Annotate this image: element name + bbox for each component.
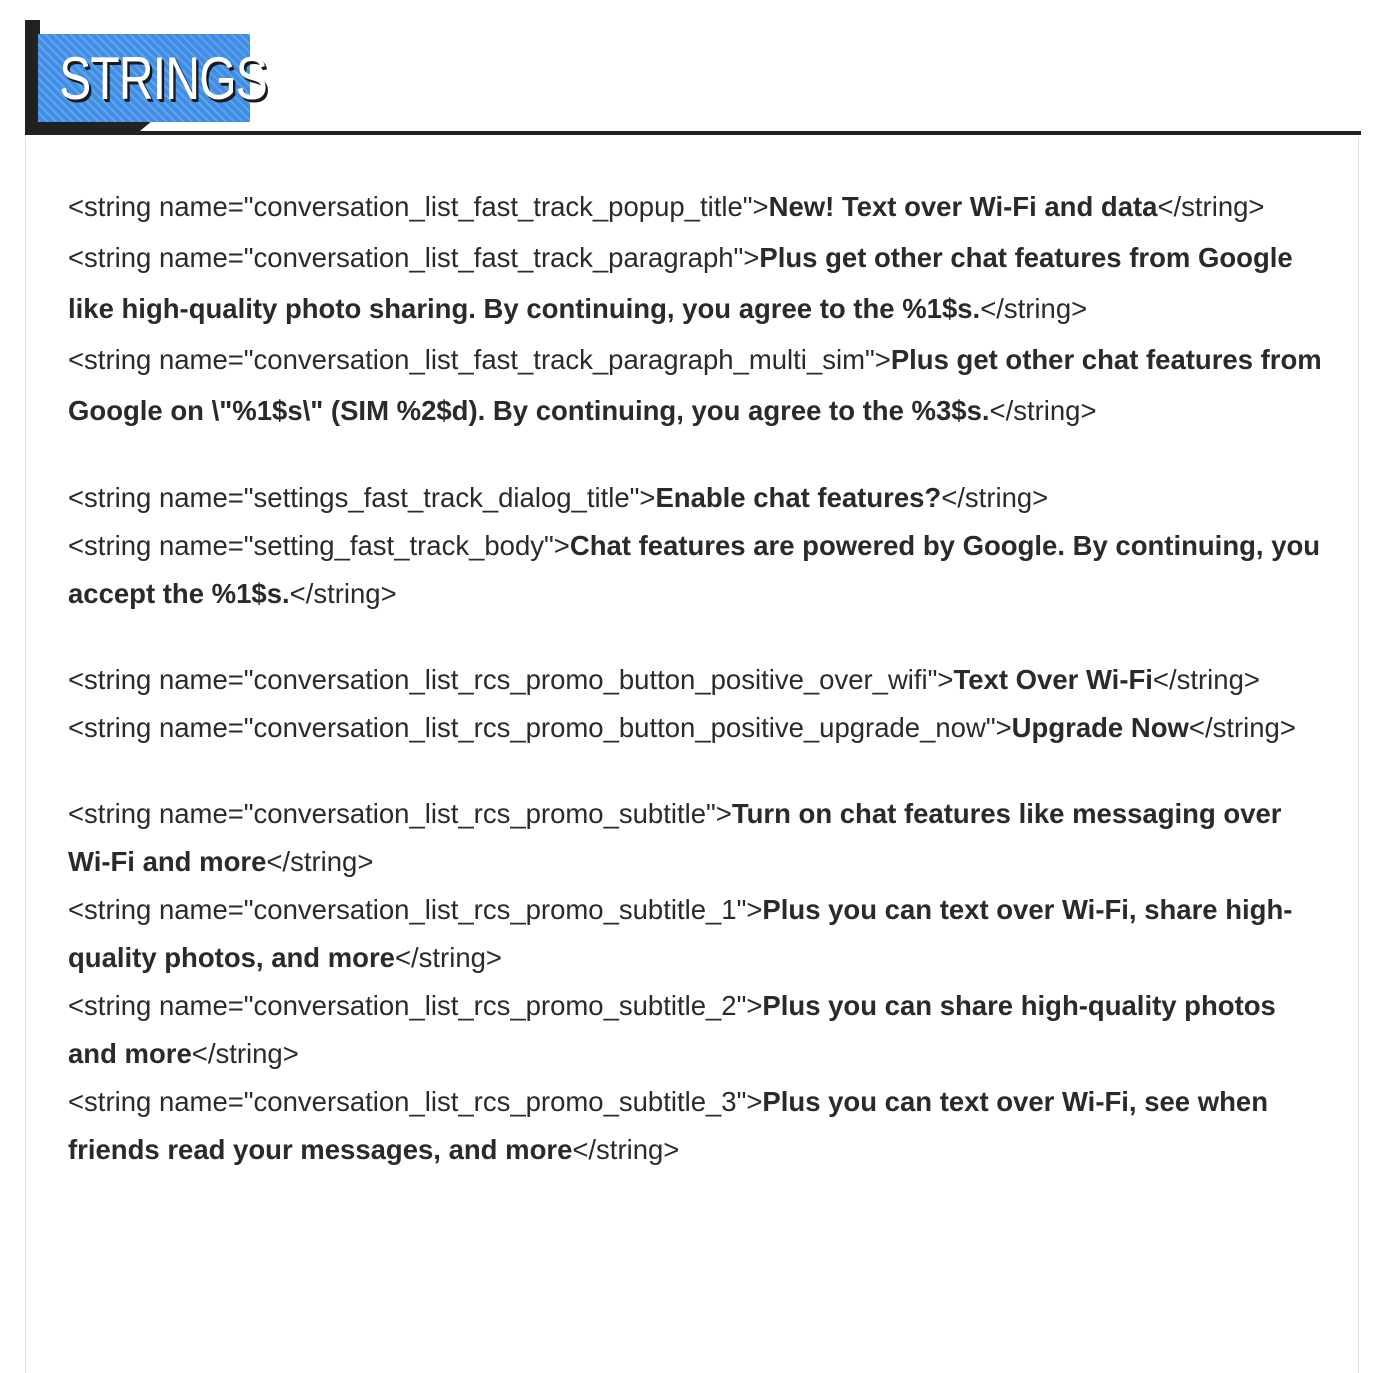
- string-close-tag: </string>: [989, 395, 1097, 426]
- string-entry: [68, 982, 1323, 1078]
- string-open-tag: <string name="conversation_list_fast_track_popup_title">: [68, 191, 769, 222]
- string-open-tag: <string name="conversation_list_rcs_promo_subtitle_1">: [68, 894, 763, 925]
- string-entry: [68, 704, 1323, 752]
- string-value: Upgrade Now: [1011, 712, 1189, 743]
- string-open-tag: <string name="conversation_list_rcs_promo_subtitle_2">: [68, 990, 763, 1021]
- strings-code-box: [25, 137, 1359, 1373]
- string-value: Turn on chat features like messaging over Wi-Fi and more: [68, 798, 1282, 877]
- strings-list: [68, 181, 1323, 1212]
- string-entry: [68, 232, 1323, 334]
- string-close-tag: </string>: [266, 846, 374, 877]
- string-value: Plus get other chat features from Google like high-quality photo sharing. By continuing, you agree to the %1$s.: [68, 242, 1293, 324]
- string-group: [68, 656, 1323, 752]
- string-close-tag: </string>: [191, 1038, 299, 1069]
- string-close-tag: </string>: [941, 482, 1049, 513]
- string-value: Plus you can share high-quality photos and more: [68, 990, 1276, 1069]
- string-entry: [68, 474, 1323, 522]
- string-close-tag: </string>: [1157, 191, 1265, 222]
- string-open-tag: <string name="conversation_list_fast_track_paragraph_multi_sim">: [68, 344, 891, 375]
- string-entry: [68, 522, 1323, 618]
- string-group: [68, 790, 1323, 1174]
- string-open-tag: <string name="conversation_list_rcs_promo_button_positive_over_wifi">: [68, 664, 954, 695]
- string-entry: [68, 656, 1323, 704]
- string-open-tag: <string name="settings_fast_track_dialog_title">: [68, 482, 656, 513]
- string-value: Plus you can text over Wi-Fi, see when friends read your messages, and more: [68, 1086, 1269, 1165]
- string-close-tag: </string>: [1152, 664, 1260, 695]
- header-ribbon-fold: [40, 121, 140, 131]
- string-entry: [68, 886, 1323, 982]
- string-open-tag: <string name="setting_fast_track_body">: [68, 530, 570, 561]
- string-close-tag: </string>: [289, 578, 397, 609]
- string-close-tag: </string>: [394, 942, 502, 973]
- title-badge: [38, 34, 267, 122]
- string-entry: [68, 334, 1323, 436]
- string-value: Text Over Wi-Fi: [953, 664, 1153, 695]
- string-value: Enable chat features?: [655, 482, 942, 513]
- string-entry: [68, 790, 1323, 886]
- string-value: New! Text over Wi-Fi and data: [768, 191, 1158, 222]
- string-group: [68, 474, 1323, 618]
- string-open-tag: <string name="conversation_list_rcs_promo_button_positive_upgrade_now">: [68, 712, 1012, 743]
- string-open-tag: <string name="conversation_list_fast_track_paragraph">: [68, 242, 760, 273]
- string-entry: [68, 1078, 1323, 1174]
- section-header: [25, 20, 1361, 135]
- string-value: Plus you can text over Wi-Fi, share high-quality photos, and more: [68, 894, 1293, 973]
- section-title: STRINGS: [59, 45, 267, 112]
- string-open-tag: <string name="conversation_list_rcs_promo_subtitle_3">: [68, 1086, 763, 1117]
- header-underline: [25, 131, 1361, 135]
- string-group: [68, 181, 1323, 436]
- string-open-tag: <string name="conversation_list_rcs_promo_subtitle">: [68, 798, 732, 829]
- string-value: Plus get other chat features from Google on \"%1$s\" (SIM %2$d). By continuing, you agree to the %3$s.: [68, 344, 1322, 426]
- string-entry: [68, 181, 1323, 232]
- string-value: Chat features are powered by Google. By continuing, you accept the %1$s.: [68, 530, 1321, 609]
- string-close-tag: </string>: [572, 1134, 680, 1165]
- string-close-tag: </string>: [1188, 712, 1296, 743]
- string-close-tag: </string>: [980, 293, 1088, 324]
